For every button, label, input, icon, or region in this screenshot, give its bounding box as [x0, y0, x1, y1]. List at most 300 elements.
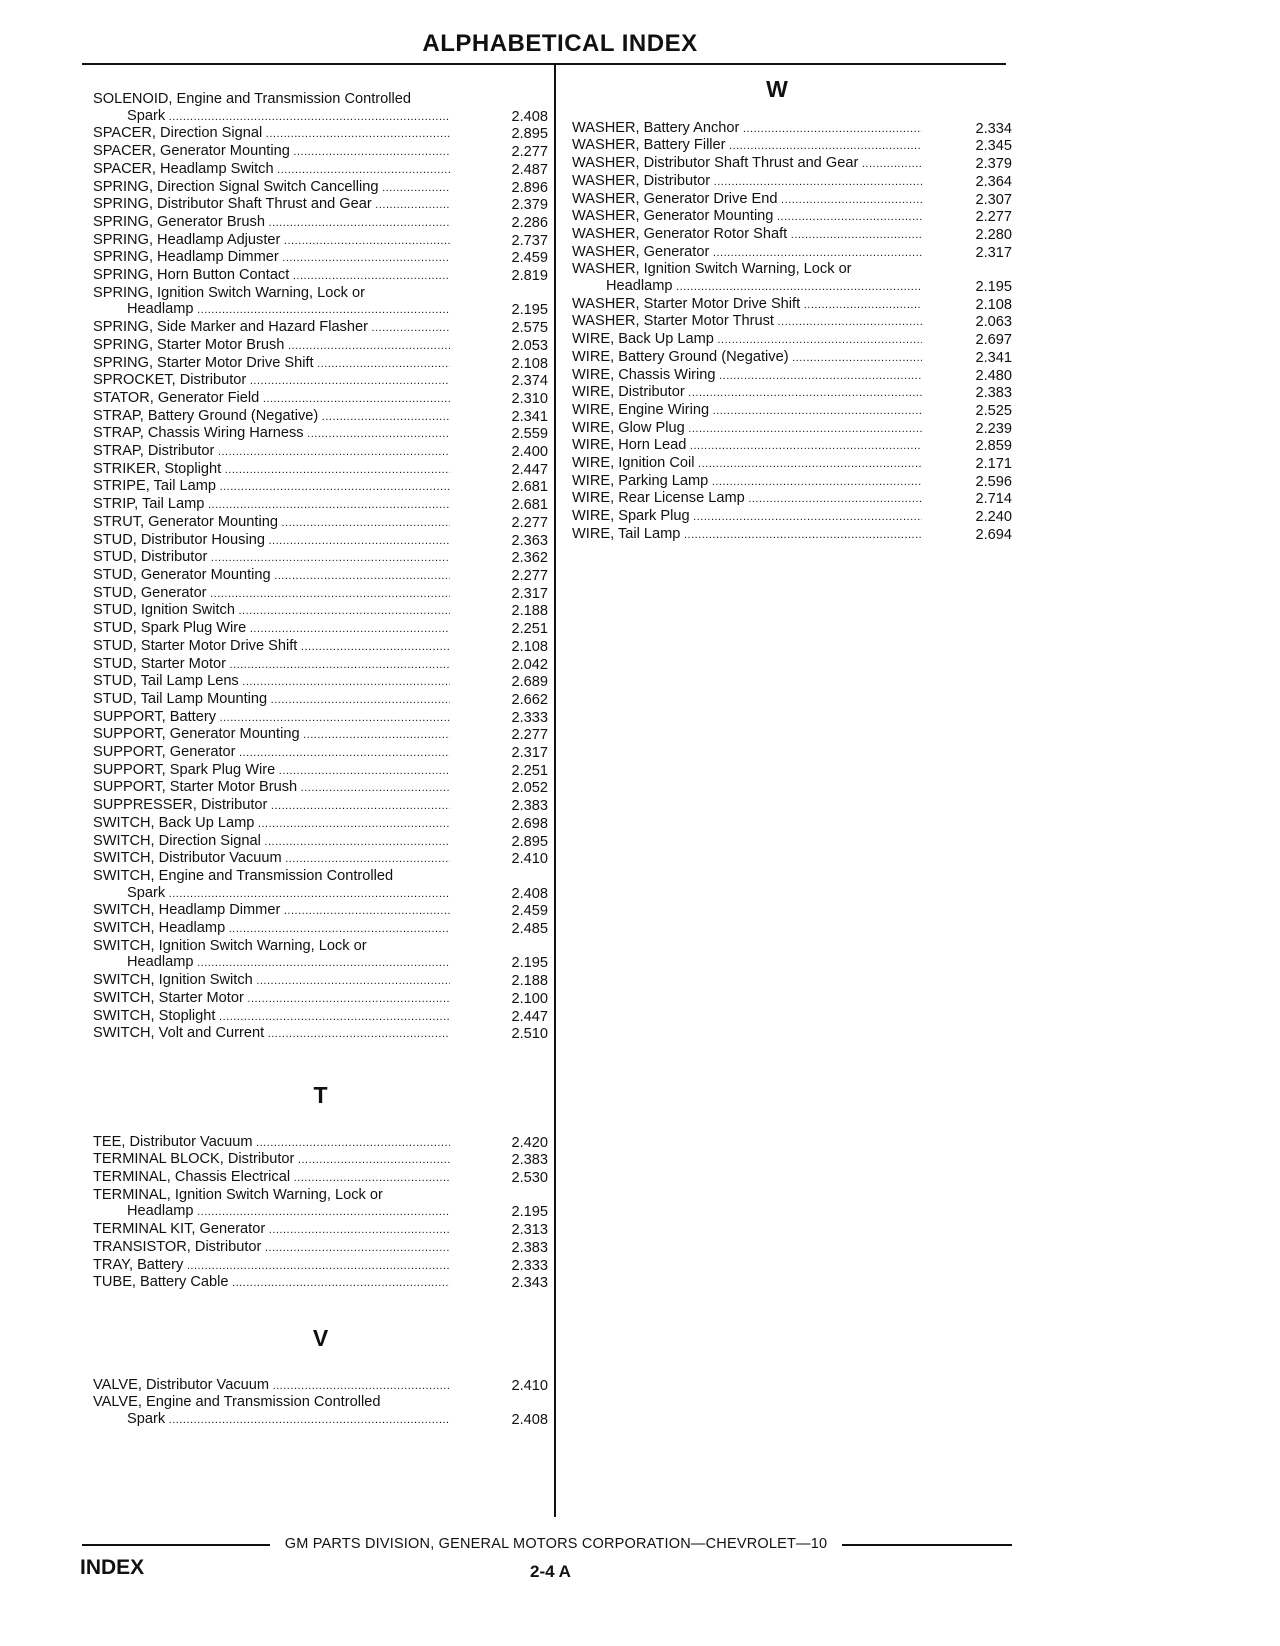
index-entry-page: 2.379	[511, 197, 548, 214]
index-entry-name	[572, 137, 922, 155]
index-entry-name	[572, 437, 922, 455]
index-entry-label: WIRE, Spark Plug	[572, 508, 690, 525]
index-entry-label: WIRE, Ignition Coil	[572, 455, 695, 472]
index-entry-first-line: SWITCH, Ignition Switch Warning, Lock or	[93, 937, 367, 954]
index-entry-name	[93, 1203, 450, 1221]
index-entry-label: SWITCH, Direction Signal	[93, 832, 261, 849]
index-entry-label: Headlamp	[127, 301, 194, 318]
index-entry-page: 2.341	[975, 349, 1012, 366]
index-entry-label: STUD, Generator	[93, 584, 207, 601]
index-entry-label: STRIPE, Tail Lamp	[93, 478, 217, 495]
index-entry-label: STUD, Spark Plug Wire	[93, 620, 247, 637]
index-entry-name	[93, 762, 450, 780]
index-entry-label: VALVE, Distributor Vacuum	[93, 1376, 270, 1393]
letter-heading-t: T	[313, 1081, 328, 1108]
index-entry	[93, 1411, 548, 1429]
index-entry	[93, 301, 548, 319]
index-entry-name	[93, 726, 450, 744]
index-entry-page: 2.240	[975, 509, 1012, 526]
index-entry-name	[572, 402, 922, 420]
index-entry-name	[572, 331, 922, 349]
index-entry	[93, 478, 548, 496]
index-entry-page: 2.447	[511, 1008, 548, 1025]
letter-heading-v: V	[312, 1325, 329, 1351]
index-entry-name	[93, 179, 450, 197]
index-entry-label: WASHER, Generator Drive End	[572, 190, 778, 207]
index-entry-label: SPRING, Distributor Shaft Thrust and Gear	[93, 196, 372, 213]
index-entry	[572, 455, 1012, 473]
footer-rule-right	[842, 1544, 1012, 1546]
index-entry-page: 2.063	[975, 314, 1012, 331]
index-entry-label: STUD, Distributor	[93, 549, 208, 566]
index-entry-label: WASHER, Starter Motor Thrust	[572, 313, 774, 330]
index-entry-page: 2.383	[511, 1152, 548, 1169]
index-entry	[93, 425, 548, 443]
s-entries	[93, 91, 548, 1043]
index-entry	[93, 514, 548, 532]
index-entry-name	[93, 1025, 450, 1043]
index-entry-name	[572, 313, 922, 331]
index-entry-page: 2.379	[975, 156, 1012, 173]
index-entry-page: 2.459	[511, 250, 548, 267]
index-entry	[572, 137, 1012, 155]
index-entry-label: SPRING, Starter Motor Brush	[93, 336, 285, 353]
index-entry	[572, 208, 1012, 226]
right-column	[572, 76, 1012, 544]
index-entry-page: 2.317	[511, 745, 548, 762]
footer-section-label: INDEX	[80, 1556, 145, 1579]
index-entry-label: WIRE, Engine Wiring	[572, 401, 710, 418]
index-entry-label: Headlamp	[606, 278, 673, 295]
index-entry-label: SWITCH, Back Up Lamp	[93, 814, 255, 831]
index-entry-page: 2.188	[511, 603, 548, 620]
index-entry	[93, 990, 548, 1008]
index-entry-page: 2.052	[511, 780, 548, 797]
index-entry-page: 2.239	[975, 420, 1012, 437]
index-entry-name	[93, 902, 450, 920]
index-entry-name	[93, 496, 450, 514]
index-entry-name	[93, 1239, 450, 1257]
index-entry-page: 2.277	[511, 727, 548, 744]
index-entry-page: 2.480	[975, 367, 1012, 384]
index-entry-page: 2.374	[511, 373, 548, 390]
index-entry-name	[572, 349, 922, 367]
index-entry-name	[93, 408, 450, 426]
index-entry-name	[93, 249, 450, 267]
index-entry-name	[93, 549, 450, 567]
index-entry-page: 2.400	[511, 444, 548, 461]
index-entry	[93, 496, 548, 514]
index-entry-label: TEE, Distributor Vacuum	[93, 1133, 253, 1150]
index-entry-page: 2.195	[511, 302, 548, 319]
index-entry-page: 2.251	[511, 621, 548, 638]
index-entry-label: TERMINAL, Chassis Electrical	[93, 1169, 291, 1186]
index-entry	[93, 532, 548, 550]
index-entry-label: SWITCH, Ignition Switch	[93, 972, 253, 989]
index-entry-label: SUPPORT, Generator Mounting	[93, 726, 300, 743]
index-entry-page: 2.171	[975, 456, 1012, 473]
index-entry	[93, 673, 548, 691]
index-entry-name	[572, 384, 922, 402]
index-entry	[572, 367, 1012, 385]
index-entry-name	[93, 443, 450, 461]
index-entry-page: 2.689	[511, 674, 548, 691]
index-entry-page: 2.737	[511, 232, 548, 249]
index-entry-label: SPACER, Headlamp Switch	[93, 160, 274, 177]
index-entry-name	[572, 367, 922, 385]
index-entry-label: WIRE, Distributor	[572, 384, 685, 401]
index-entry	[93, 443, 548, 461]
index-entry-page: 2.317	[511, 585, 548, 602]
index-entry-name	[93, 638, 450, 656]
index-entry-label: STUD, Tail Lamp Lens	[93, 673, 239, 690]
index-entry-name	[93, 972, 450, 990]
index-entry	[93, 1151, 548, 1169]
index-entry-label: TUBE, Battery Cable	[93, 1274, 229, 1291]
index-entry-name	[93, 143, 450, 161]
index-entry-label: STUD, Starter Motor Drive Shift	[93, 637, 298, 654]
index-entry	[572, 191, 1012, 209]
index-entry-page: 2.333	[511, 709, 548, 726]
index-entry-label: SWITCH, Volt and Current	[93, 1025, 265, 1042]
index-entry-name	[93, 390, 450, 408]
index-entry	[572, 226, 1012, 244]
index-entry-name	[93, 1377, 450, 1395]
index-entry	[93, 549, 548, 567]
index-entry-page: 2.277	[975, 209, 1012, 226]
index-entry-label: WIRE, Battery Ground (Negative)	[572, 348, 789, 365]
index-entry	[93, 691, 548, 709]
index-entry-label: WIRE, Horn Lead	[572, 437, 687, 454]
index-entry	[572, 155, 1012, 173]
index-entry-name	[93, 1411, 450, 1429]
index-entry-page: 2.408	[511, 1412, 548, 1429]
index-entry-label: WASHER, Generator Mounting	[572, 208, 774, 225]
index-entry-name	[572, 526, 922, 544]
index-entry	[93, 1008, 548, 1026]
index-entry-page: 2.408	[511, 108, 548, 125]
index-entry-name	[93, 833, 450, 851]
v-entries	[93, 1377, 548, 1429]
index-entry	[93, 709, 548, 727]
index-entry	[572, 473, 1012, 491]
index-entry	[93, 408, 548, 426]
index-entry-name	[93, 514, 450, 532]
index-entry-page: 2.410	[511, 1377, 548, 1394]
index-entry-label: Spark	[127, 884, 166, 901]
index-entry	[93, 1239, 548, 1257]
index-entry-name	[93, 585, 450, 603]
index-entry	[572, 296, 1012, 314]
index-entry-name	[93, 602, 450, 620]
letter-heading-w: W	[766, 76, 788, 102]
index-entry-page: 2.108	[511, 355, 548, 372]
index-entry-page: 2.277	[511, 144, 548, 161]
index-entry-label: STRIKER, Stoplight	[93, 460, 222, 477]
index-entry-label: SUPPRESSER, Distributor	[93, 797, 268, 814]
index-entry-name	[572, 508, 922, 526]
index-entry-page: 2.286	[511, 214, 548, 231]
index-entry-label: WASHER, Battery Anchor	[572, 119, 740, 136]
index-entry-page: 2.819	[511, 268, 548, 285]
index-entry-name	[93, 425, 450, 443]
index-entry-name	[93, 125, 450, 143]
index-entry-label: WASHER, Distributor	[572, 172, 711, 189]
index-entry	[93, 850, 548, 868]
index-entry-label: STUD, Starter Motor	[93, 655, 226, 672]
index-entry	[93, 108, 548, 126]
index-entry-label: WIRE, Parking Lamp	[572, 472, 709, 489]
index-entry-name	[93, 301, 450, 319]
index-entry-name	[93, 850, 450, 868]
index-entry-page: 2.383	[975, 385, 1012, 402]
index-entry-label: STRAP, Distributor	[93, 443, 215, 460]
index-entry	[93, 585, 548, 603]
index-entry	[572, 244, 1012, 262]
index-entry-label: WIRE, Glow Plug	[572, 419, 685, 436]
index-entry-label: STUD, Tail Lamp Mounting	[93, 690, 268, 707]
index-entry-label: SUPPORT, Generator	[93, 744, 236, 761]
index-entry-page: 2.310	[511, 390, 548, 407]
index-entry-first-line: TERMINAL, Ignition Switch Warning, Lock or	[93, 1186, 383, 1203]
index-entry-label: SPRING, Horn Button Contact	[93, 267, 290, 284]
index-entry	[572, 349, 1012, 367]
index-entry-name	[93, 656, 450, 674]
index-entry-page: 2.251	[511, 762, 548, 779]
index-entry-name	[572, 420, 922, 438]
index-entry	[93, 726, 548, 744]
index-entry-name	[93, 319, 450, 337]
index-entry-first-line: SWITCH, Engine and Transmission Controlled	[93, 867, 394, 884]
index-entry-name	[572, 455, 922, 473]
index-entry-label: STUD, Ignition Switch	[93, 602, 235, 619]
index-entry-page: 2.333	[511, 1257, 548, 1274]
index-entry	[572, 331, 1012, 349]
index-entry-page: 2.896	[511, 179, 548, 196]
index-entry	[572, 420, 1012, 438]
index-entry	[93, 179, 548, 197]
index-entry-name	[93, 744, 450, 762]
index-entry	[572, 526, 1012, 544]
index-entry-name	[93, 797, 450, 815]
index-entry	[572, 278, 1012, 296]
index-entry	[93, 1221, 548, 1239]
index-entry-page: 2.698	[511, 815, 548, 832]
index-entry-label: WIRE, Chassis Wiring	[572, 366, 716, 383]
index-entry	[93, 638, 548, 656]
page-number: 2-4 A	[530, 1562, 571, 1581]
index-entry-page: 2.895	[511, 833, 548, 850]
index-entry-label: WIRE, Rear License Lamp	[572, 490, 745, 507]
index-entry-page: 2.277	[511, 514, 548, 531]
index-entry-page: 2.694	[975, 526, 1012, 543]
index-entry-name	[93, 232, 450, 250]
index-entry-page: 2.280	[975, 226, 1012, 243]
index-entry-name	[93, 355, 450, 373]
index-entry	[572, 313, 1012, 331]
index-entry-name	[93, 214, 450, 232]
index-entry-label: SPROCKET, Distributor	[93, 372, 247, 389]
index-entry-page: 2.525	[975, 402, 1012, 419]
index-entry-name	[93, 709, 450, 727]
top-rule	[82, 63, 1006, 65]
index-entry-label: SPRING, Side Marker and Hazard Flasher	[93, 319, 368, 336]
index-entry-name	[572, 155, 922, 173]
index-entry-page: 2.410	[511, 851, 548, 868]
index-entry	[93, 461, 548, 479]
index-entry	[93, 1203, 548, 1221]
index-entry-label: SUPPORT, Starter Motor Brush	[93, 779, 298, 796]
index-entry-label: SWITCH, Headlamp Dimmer	[93, 902, 281, 919]
index-entry-page: 2.383	[511, 798, 548, 815]
index-entry-label: STRIP, Tail Lamp	[93, 496, 205, 513]
index-entry-name	[93, 673, 450, 691]
index-entry-label: STATOR, Generator Field	[93, 389, 260, 406]
index-entry-name	[93, 620, 450, 638]
index-entry-page: 2.459	[511, 903, 548, 920]
index-entry-name	[572, 173, 922, 191]
index-entry-label: TRANSISTOR, Distributor	[93, 1238, 262, 1255]
index-entry-first-line: WASHER, Ignition Switch Warning, Lock or	[572, 261, 852, 278]
index-entry	[93, 797, 548, 815]
page-title: ALPHABETICAL INDEX	[422, 30, 698, 57]
index-entry	[93, 1274, 548, 1292]
index-entry-label: WASHER, Battery Filler	[572, 137, 726, 154]
index-entry-name	[572, 226, 922, 244]
index-entry-name	[93, 567, 450, 585]
index-entry-name	[572, 278, 922, 296]
index-entry	[93, 567, 548, 585]
index-entry-label: SPRING, Headlamp Adjuster	[93, 231, 281, 248]
index-entry-label: SWITCH, Headlamp	[93, 920, 226, 937]
index-entry-page: 2.195	[511, 955, 548, 972]
index-entry-label: Spark	[127, 107, 166, 124]
index-entry-name	[93, 920, 450, 938]
index-entry	[93, 319, 548, 337]
index-entry	[93, 372, 548, 390]
index-entry-label: SPRING, Generator Brush	[93, 213, 265, 230]
index-entry	[93, 762, 548, 780]
index-entry	[93, 1025, 548, 1043]
index-entry-label: TERMINAL KIT, Generator	[93, 1221, 266, 1238]
index-entry	[93, 972, 548, 990]
index-entry-name	[572, 490, 922, 508]
index-entry-label: WASHER, Starter Motor Drive Shift	[572, 295, 801, 312]
index-entry-label: SUPPORT, Battery	[93, 708, 217, 725]
index-entry-label: SPACER, Generator Mounting	[93, 143, 290, 160]
index-entry-name	[572, 296, 922, 314]
index-entry-page: 2.447	[511, 461, 548, 478]
index-entry	[93, 1257, 548, 1275]
index-entry	[93, 779, 548, 797]
index-entry	[93, 833, 548, 851]
index-entry-label: SUPPORT, Spark Plug Wire	[93, 761, 276, 778]
index-entry	[572, 437, 1012, 455]
index-entry-page: 2.334	[975, 120, 1012, 137]
index-entry-label: SWITCH, Stoplight	[93, 1007, 216, 1024]
index-entry-label: TERMINAL BLOCK, Distributor	[93, 1151, 295, 1168]
index-entry	[93, 1377, 548, 1395]
index-entry-name	[93, 1257, 450, 1275]
index-entry-page: 2.420	[511, 1134, 548, 1151]
index-entry-page: 2.341	[511, 408, 548, 425]
index-entry-page: 2.530	[511, 1170, 548, 1187]
index-entry	[93, 161, 548, 179]
index-entry-label: WIRE, Back Up Lamp	[572, 331, 714, 348]
index-entry-page: 2.108	[975, 296, 1012, 313]
index-entry	[93, 1169, 548, 1187]
index-entry-label: SWITCH, Distributor Vacuum	[93, 850, 282, 867]
index-entry	[93, 267, 548, 285]
index-entry-page: 2.559	[511, 426, 548, 443]
index-entry-page: 2.364	[975, 173, 1012, 190]
index-entry-name	[93, 691, 450, 709]
index-entry-name	[572, 120, 922, 138]
index-entry-name	[93, 1134, 450, 1152]
index-entry-page: 2.681	[511, 479, 548, 496]
index-entry	[93, 390, 548, 408]
index-entry-page: 2.408	[511, 885, 548, 902]
index-entry-label: Spark	[127, 1411, 166, 1428]
index-entry	[572, 508, 1012, 526]
index-entry	[93, 656, 548, 674]
index-entry-page: 2.307	[975, 191, 1012, 208]
index-entry-label: STRAP, Battery Ground (Negative)	[93, 407, 319, 424]
index-entry	[93, 602, 548, 620]
index-entry	[572, 173, 1012, 191]
index-entry	[572, 120, 1012, 138]
index-entry-page: 2.317	[975, 244, 1012, 261]
index-entry-label: SPRING, Headlamp Dimmer	[93, 249, 279, 266]
index-entry	[93, 815, 548, 833]
index-entry-name	[93, 1169, 450, 1187]
index-entry-label: TRAY, Battery	[93, 1256, 184, 1273]
index-entry	[93, 744, 548, 762]
index-entry-name	[93, 1274, 450, 1292]
index-entry-name	[93, 267, 450, 285]
index-entry	[93, 249, 548, 267]
index-entry-name	[93, 337, 450, 355]
index-entry	[93, 355, 548, 373]
index-entry-page: 2.714	[975, 491, 1012, 508]
index-entry-page: 2.053	[511, 337, 548, 354]
index-entry-page: 2.575	[511, 320, 548, 337]
index-entry-name	[93, 161, 450, 179]
index-entry-page: 2.188	[511, 973, 548, 990]
index-entry-name	[572, 244, 922, 262]
index-entry-name	[93, 779, 450, 797]
index-entry-name	[93, 885, 450, 903]
index-entry-first-line: SPRING, Ignition Switch Warning, Lock or	[93, 284, 365, 301]
index-entry	[93, 143, 548, 161]
index-entry	[93, 902, 548, 920]
index-entry-page: 2.345	[975, 138, 1012, 155]
index-entry-label: WASHER, Distributor Shaft Thrust and Gear	[572, 155, 859, 172]
w-entries	[572, 120, 1012, 544]
index-entry	[93, 885, 548, 903]
index-entry-label: SPACER, Direction Signal	[93, 125, 263, 142]
index-entry-label: WIRE, Tail Lamp	[572, 525, 681, 542]
index-entry-name	[93, 478, 450, 496]
index-entry	[93, 214, 548, 232]
left-column	[93, 91, 548, 1429]
index-entry-page: 2.697	[975, 332, 1012, 349]
index-entry-page: 2.362	[511, 550, 548, 567]
index-entry	[93, 920, 548, 938]
index-entry-page: 2.363	[511, 532, 548, 549]
index-entry	[572, 384, 1012, 402]
index-entry-page: 2.596	[975, 473, 1012, 490]
